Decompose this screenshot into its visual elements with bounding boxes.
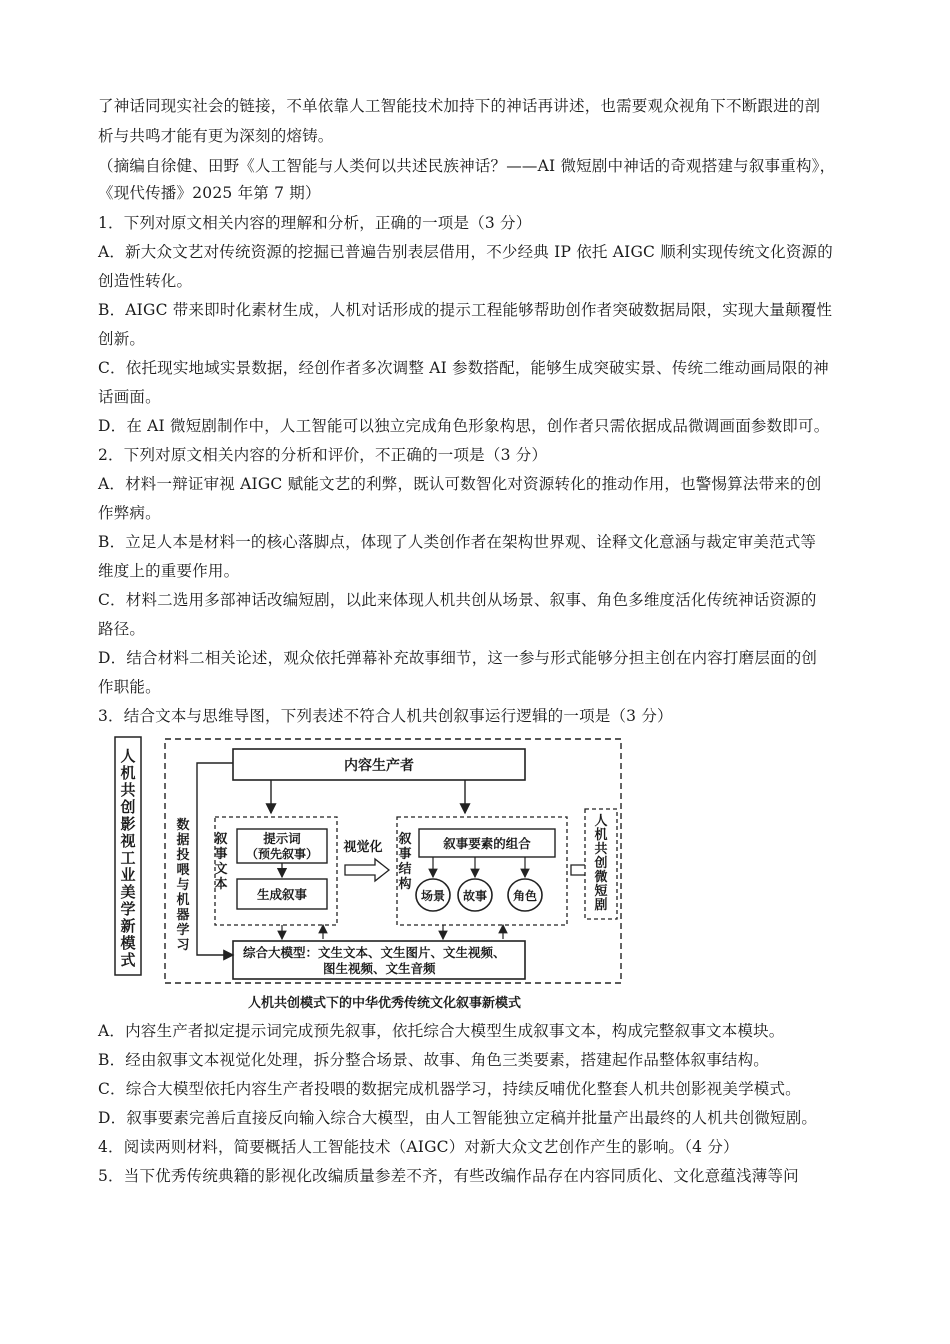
- svg-text:构: 构: [398, 877, 412, 892]
- data-feed-label: [175, 817, 189, 953]
- svg-text:器: 器: [176, 908, 190, 923]
- svg-text:叙: 叙: [214, 832, 228, 847]
- svg-text:习: 习: [176, 938, 190, 953]
- elements-combo-label: 叙事要素的组合: [443, 836, 531, 851]
- question-2-option-a-cont: 作弊病。: [98, 504, 161, 522]
- question-1-option-c-cont: 话画面。: [98, 388, 161, 406]
- svg-text:人: 人: [120, 747, 136, 765]
- scene-label: 场景: [420, 889, 446, 903]
- question-2-option-a: A．材料一辩证审视 AIGC 赋能文艺的利弊，既认可数智化对资源转化的推动作用，也警惕算法带来的创: [98, 475, 822, 493]
- question-3-option-c: C．综合大模型依托内容生产者投喂的数据完成机器学习，持续反哺优化整套人机共创影视美学模式。: [98, 1080, 801, 1098]
- svg-text:学: 学: [120, 900, 136, 918]
- mind-map-diagram: [113, 733, 627, 1013]
- svg-text:机: 机: [120, 764, 136, 782]
- svg-text:与: 与: [176, 878, 190, 893]
- question-1-stem: 1．下列对原文相关内容的理解和分析，正确的一项是（3 分）: [98, 214, 532, 232]
- svg-text:式: 式: [120, 951, 136, 969]
- svg-text:创: 创: [120, 798, 136, 816]
- svg-text:业: 业: [120, 866, 136, 884]
- generate-label: 生成叙事: [256, 887, 308, 902]
- svg-text:本: 本: [214, 877, 228, 892]
- svg-text:共: 共: [594, 842, 608, 857]
- svg-text:文: 文: [214, 862, 228, 877]
- question-1-option-b: B．AIGC 带来即时化素材生成，人机对话形成的提示工程能够帮助创作者突破数据局限，实现大量颠覆性: [98, 301, 833, 319]
- svg-text:共: 共: [120, 781, 136, 799]
- question-2-option-b: B．立足人本是材料一的核心落脚点，体现了人类创作者在架构世界观、诠释文化意涵与裁定审美范式等: [98, 533, 817, 551]
- question-4-stem: 4．阅读两则材料，简要概括人工智能技术（AIGC）对新大众文艺创作产生的影响。（4 分）: [98, 1138, 739, 1156]
- comprehensive-model-sublabel: 图生视频、文生音频: [323, 961, 436, 976]
- question-3-option-a: A．内容生产者拟定提示词完成预先叙事，依托综合大模型生成叙事文本，构成完整叙事文本模块。: [98, 1022, 785, 1040]
- svg-text:模: 模: [120, 934, 136, 952]
- citation-line: 《现代传播》2025 年第 7 期）: [98, 184, 321, 202]
- story-label: 故事: [462, 889, 488, 903]
- question-2-option-d: D．结合材料二相关论述，观众依托弹幕补充故事细节，这一参与形式能够分担主创在内容打磨层面的创: [98, 649, 818, 667]
- question-5-stem: 5．当下优秀传统典籍的影视化改编质量参差不齐，有些改编作品存在内容同质化、文化意蕴浅薄等问: [98, 1167, 799, 1185]
- diagram-caption: 人机共创模式下的中华优秀传统文化叙事新模式: [248, 996, 522, 1011]
- visualize-arrow: [345, 859, 389, 881]
- svg-text:学: 学: [176, 923, 190, 938]
- svg-text:投: 投: [176, 848, 190, 863]
- narrative-structure-label: [397, 831, 411, 892]
- svg-text:机: 机: [594, 828, 608, 843]
- paragraph-line: 析与共鸣才能有更为深刻的熔铸。: [98, 127, 334, 145]
- svg-text:据: 据: [176, 833, 190, 848]
- question-1-option-d: D．在 AI 微短剧制作中，人工智能可以独立完成角色形象构思，创作者只需依据成品微调画面参数即可。: [98, 417, 830, 435]
- question-2-option-b-cont: 维度上的重要作用。: [98, 562, 240, 580]
- question-1-option-b-cont: 创新。: [98, 330, 146, 348]
- question-3-option-b: B．经由叙事文本视觉化处理，拆分整合场景、故事、角色三类要素，搭建起作品整体叙事结构。: [98, 1051, 769, 1069]
- paragraph-line: 了神话同现实社会的链接，不单依靠人工智能技术加持下的神话再讲述，也需要观众视角下不断跟进的剖: [98, 97, 821, 115]
- question-3-stem: 3．结合文本与思维导图，下列表述不符合人机共创叙事运行逻辑的一项是（3 分）: [98, 707, 673, 725]
- question-2-option-d-cont: 作职能。: [98, 678, 161, 696]
- svg-text:结: 结: [398, 862, 412, 877]
- role-label: 角色: [512, 889, 538, 903]
- svg-text:机: 机: [176, 893, 190, 908]
- svg-text:人: 人: [594, 814, 608, 829]
- prompt-sublabel: （预先叙事）: [245, 847, 319, 861]
- svg-text:微: 微: [594, 870, 608, 885]
- question-2-stem: 2．下列对原文相关内容的分析和评价，不正确的一项是（3 分）: [98, 446, 548, 464]
- visualize-label: 视觉化: [343, 840, 383, 855]
- svg-text:新: 新: [120, 917, 136, 935]
- svg-text:数: 数: [176, 818, 190, 833]
- svg-text:事: 事: [214, 847, 228, 862]
- svg-text:事: 事: [398, 847, 412, 862]
- svg-text:叙: 叙: [398, 832, 412, 847]
- question-2-option-c: C．材料二选用多部神话改编短剧，以此来体现人机共创从场景、叙事、角色多维度活化传统神话资源的: [98, 591, 817, 609]
- micro-drama-label: [593, 814, 607, 913]
- left-title: [119, 747, 136, 969]
- svg-text:剧: 剧: [594, 898, 608, 913]
- question-1-option-a-cont: 创造性转化。: [98, 272, 193, 290]
- svg-text:创: 创: [594, 856, 608, 871]
- question-2-option-c-cont: 路径。: [98, 620, 146, 638]
- question-1-option-a: A．新大众文艺对传统资源的挖掘已普遍告别表层借用，不少经典 IP 依托 AIGC 顺利实现传统文化资源的: [98, 243, 833, 261]
- svg-text:影: 影: [120, 815, 136, 833]
- svg-text:美: 美: [120, 883, 136, 901]
- narrative-text-label: [213, 831, 227, 892]
- question-1-option-c: C．依托现实地域实景数据，经创作者多次调整 AI 参数搭配，能够生成突破实景、传统二维动画局限的神: [98, 359, 829, 377]
- prompt-label: 提示词: [263, 831, 301, 846]
- svg-text:喂: 喂: [176, 863, 190, 878]
- svg-text:工: 工: [120, 849, 136, 867]
- citation-line: （摘编自徐健、田野《人工智能与人类何以共述民族神话？——AI 微短剧中神话的奇观搭建与叙事重构》，: [98, 157, 836, 175]
- content-producer-label: 内容生产者: [344, 758, 414, 774]
- svg-text:视: 视: [120, 832, 136, 850]
- svg-text:短: 短: [594, 884, 608, 899]
- comprehensive-model-label: 综合大模型：文生文本、文生图片、文生视频、: [243, 945, 506, 960]
- question-3-option-d: D．叙事要素完善后直接反向输入综合大模型，由人工智能独立定稿并批量产出最终的人机共创微短剧。: [98, 1109, 818, 1127]
